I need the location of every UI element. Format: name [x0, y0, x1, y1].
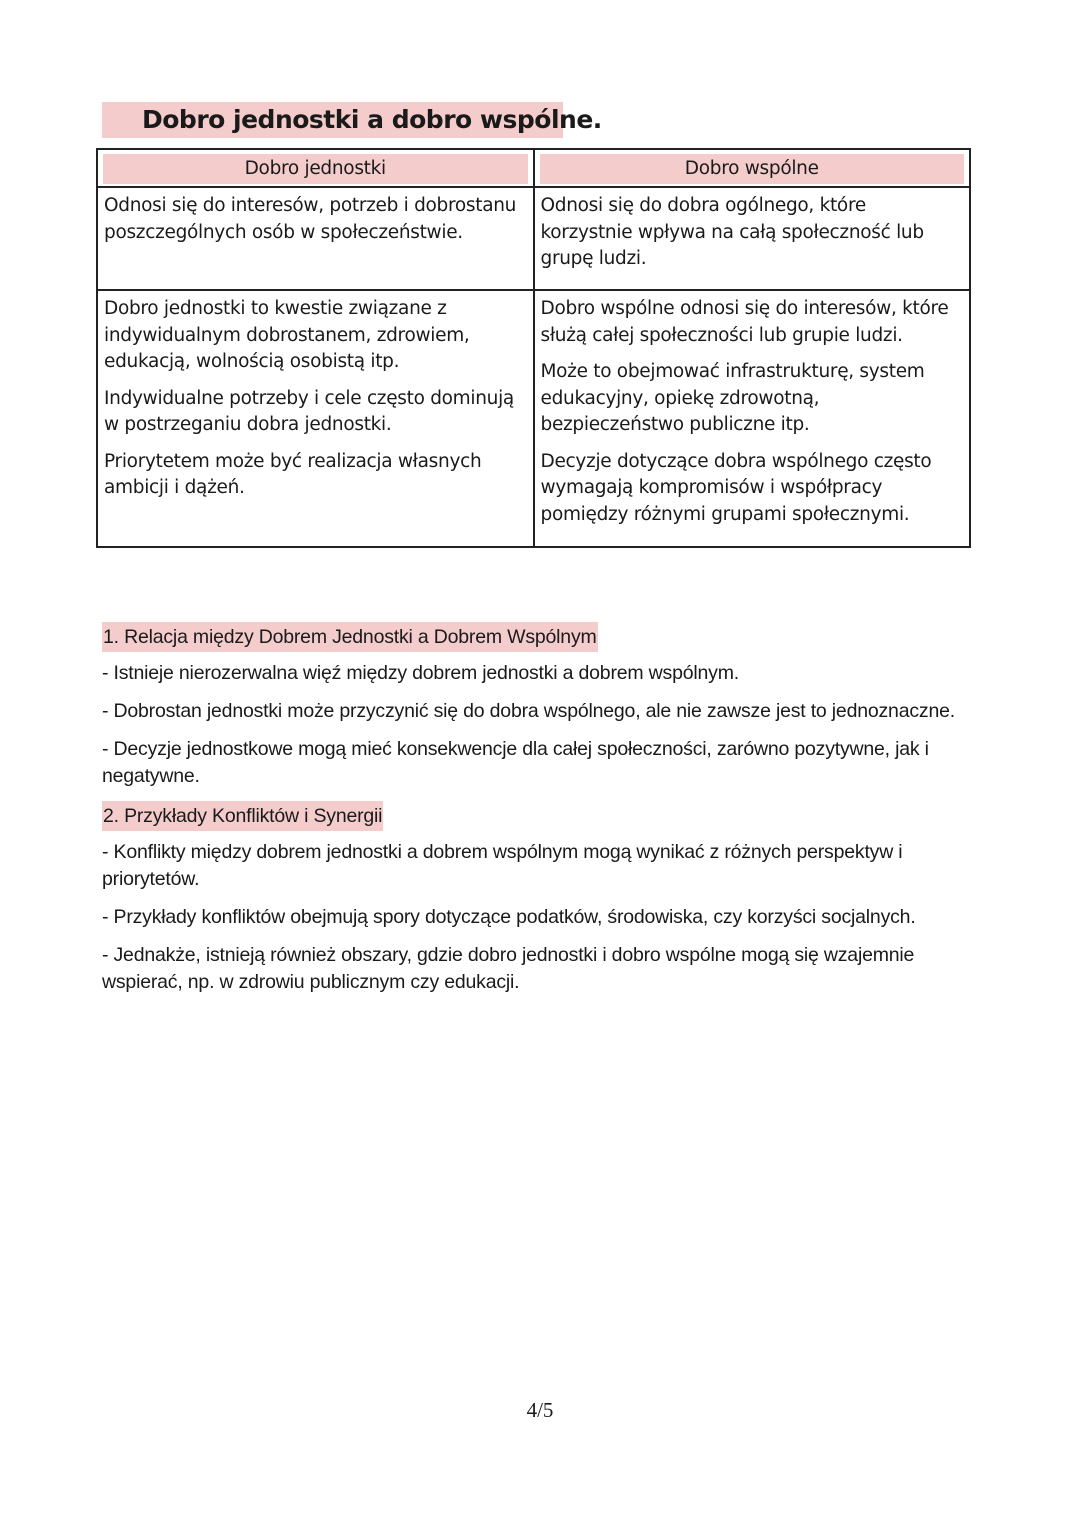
- bullet-point: - Istnieje nierozerwalna więź między dobrem jednostki a dobrem wspólnym.: [102, 662, 739, 684]
- bullet-point: - Konflikty między dobrem jednostki a dobrem wspólnym mogą wynikać z różnych perspektyw i priorytetów.: [102, 841, 903, 890]
- cell-text: Odnosi się do dobra ogólnego, które korzystnie wpływa na całą społeczność lub grupę ludzi.: [540, 195, 924, 269]
- cell-text: Priorytetem może być realizacja własnych ambicji i dążeń.: [104, 450, 482, 498]
- section-heading: 1. Relacja między Dobrem Jednostki a Dobrem Wspólnym: [102, 622, 598, 652]
- page-number: 4/5: [526, 1398, 554, 1422]
- table-header-row: [97, 149, 970, 187]
- bullet-point: - Przykłady konfliktów obejmują spory dotyczące podatków, środowiska, czy korzyści socjalnych.: [102, 906, 916, 928]
- table-row: [97, 187, 970, 290]
- table-cell-individual: [97, 187, 534, 290]
- table-row: [97, 290, 970, 547]
- cell-text: Indywidualne potrzeby i cele często dominują w postrzeganiu dobra jednostki.: [104, 387, 514, 435]
- cell-text: Odnosi się do interesów, potrzeb i dobrostanu poszczególnych osób w społeczeństwie.: [104, 195, 517, 243]
- page-title: Dobro jednostki a dobro wspólne.: [102, 102, 563, 138]
- column-header-individual: [97, 149, 534, 187]
- column-header-label: Dobro wspólne: [540, 154, 965, 184]
- bullet-point: - Dobrostan jednostki może przyczynić się do dobra wspólnego, ale nie zawsze jest to jednoznaczne.: [102, 700, 955, 722]
- section-conflicts: [102, 801, 992, 996]
- table-cell-common: [534, 290, 971, 547]
- section-heading: 2. Przykłady Konfliktów i Synergii: [102, 801, 383, 831]
- section-relation: [102, 622, 992, 790]
- bullet-point: - Decyzje jednostkowe mogą mieć konsekwencje dla całej społeczności, zarówno pozytywne, jak i negatywne.: [102, 738, 929, 787]
- column-header-label: Dobro jednostki: [103, 154, 528, 184]
- cell-text: Dobro wspólne odnosi się do interesów, które służą całej społeczności lub grupie ludzi.: [540, 298, 949, 346]
- column-header-common: [534, 149, 971, 187]
- cell-text: Może to obejmować infrastrukturę, system edukacyjny, opiekę zdrowotną, bezpieczeństwo publiczne itp.: [540, 361, 925, 435]
- comparison-table: [96, 148, 971, 548]
- cell-text: Decyzje dotyczące dobra wspólnego często wymagają kompromisów i współpracy pomiędzy różnymi grupami społecznymi.: [540, 450, 932, 525]
- table-cell-common: [534, 187, 971, 290]
- bullet-point: - Jednakże, istnieją również obszary, gdzie dobro jednostki i dobro wspólne mogą się wzajemnie wspierać, np. w zdrowiu publicznym czy edukacji.: [102, 944, 915, 993]
- cell-text: Dobro jednostki to kwestie związane z indywidualnym dobrostanem, zdrowiem, edukacją, wolnością osobistą itp.: [104, 298, 470, 372]
- notes-section: [102, 622, 992, 1007]
- table-cell-individual: [97, 290, 534, 547]
